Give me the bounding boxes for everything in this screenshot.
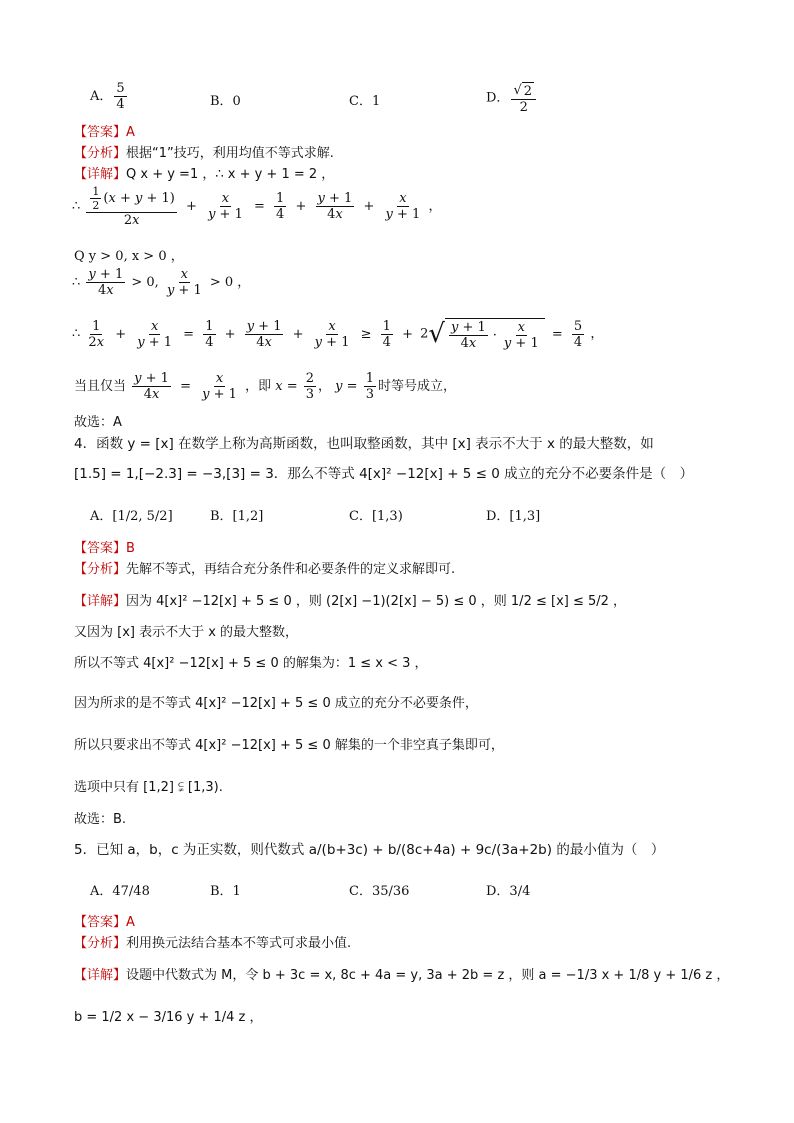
q4-detail-line-5: 所以只要求出不等式 4[x]² −12[x] + 5 ≤ 0 解集的一个非空真子集即可，: [74, 738, 504, 753]
sqrt-symbol: √ 2: [513, 82, 533, 99]
q4-choice: 故选：B.: [74, 812, 127, 827]
q5-stem: 5．已知 a，b，c 为正实数，则代数式 a/(b+3c) + b/(8c+4a) + 9c/(3a+2b) 的最小值为（ ）: [74, 842, 665, 858]
q5-analysis-line: 【分析】利用换元法结合基本不等式可求最小值.: [74, 936, 352, 951]
q3-option-b[interactable]: B．0: [210, 94, 241, 109]
q4-detail-line-3: 所以不等式 4[x]² −12[x] + 5 ≤ 0 的解集为：1 ≤ x < 3 ，: [74, 656, 428, 671]
q3-option-a[interactable]: A． $\frac{5}{4}$: [90, 81, 125, 112]
q4-option-b[interactable]: B．[1,2]: [210, 509, 264, 524]
fraction: √ 2 2: [511, 82, 536, 114]
q5-option-c[interactable]: C．35/36: [349, 884, 410, 899]
q3-formula-2: ∴ $\frac{y + 1}{4x}$ > 0, $\frac{x}{y + 1}$ > 0 ，: [72, 267, 251, 298]
q4-detail-line-6: 选项中只有 [1,2] ⫋ [1,3).: [74, 780, 223, 795]
q4-detail-line-2: 又因为 [x] 表示不大于 x 的最大整数，: [74, 625, 299, 640]
q5-detail-line-2: b = 1/2 x − 3/16 y + 1/4 z ，: [74, 1010, 263, 1025]
q3-formula-1: ∴ $\frac{1}{2}$ (x + y + 1) 2x + $\frac{x}{y + 1}$ = $\frac{1}{4}$ + $\frac{y + 1}{4x}$ + $\frac{x}{y + 1}$ ，: [72, 185, 442, 228]
q5-answer-line: 【答案】A: [74, 915, 135, 930]
fraction: $\frac{5}{4}$: [116, 81, 125, 112]
q4-option-d[interactable]: D．[1,3]: [486, 509, 541, 524]
q5-option-d[interactable]: D．3/4: [486, 884, 531, 899]
q3-detail-line: 【详解】Q x + y =1 ，∴ x + y + 1 = 2 ，: [74, 167, 335, 182]
q4-answer-line: 【答案】B: [74, 541, 135, 556]
q3-formula-3: ∴ $\frac{1}{2x}$ + $\frac{x}{y + 1}$ = $\frac{1}{4}$ + $\frac{y + 1}{4x}$ + $\frac{x}{y + 1}$ ≥ $\frac{1}{4}$ + 2 √ $\frac{y + 1}{4x}$ · $\frac{x}{y + 1}$ = $\frac{5}{4}$ ，: [72, 318, 604, 351]
q4-stem-line-2: [1.5] = 1,[−2.3] = −3,[3] = 3．那么不等式 4[x]² −12[x] + 5 ≤ 0 成立的充分不必要条件是（ ）: [74, 466, 694, 482]
q4-stem-line-1: 4．函数 y = [x] 在数学上称为高斯函数，也叫取整函数，其中 [x] 表示不大于 x 的最大整数，如: [74, 436, 654, 452]
q3-option-d[interactable]: D． √ 2 2: [486, 82, 538, 114]
q5-option-a[interactable]: A．47/48: [90, 884, 150, 899]
q4-analysis-line: 【分析】先解不等式，再结合充分条件和必要条件的定义求解即可.: [74, 562, 456, 577]
q5-detail-line: 【详解】设题中代数式为 M，令 b + 3c = x, 8c + 4a = y, 3a + 2b = z ，则 a = −1/3 x + 1/8 y + 1/6 z ，: [74, 968, 730, 983]
q4-detail-line: 【详解】因为 4[x]² −12[x] + 5 ≤ 0 ，则 (2[x] −1)(2[x] − 5) ≤ 0 ，则 1/2 ≤ [x] ≤ 5/2 ，: [74, 594, 627, 609]
q3-choice: 故选：A: [74, 415, 122, 430]
q3-condition: Q y > 0, x > 0 ，: [74, 249, 184, 264]
q3-analysis-line: 【分析】根据“1”技巧，利用均值不等式求解.: [74, 146, 334, 161]
q5-option-b[interactable]: B．1: [210, 884, 241, 899]
q3-answer-line: 【答案】A: [74, 125, 135, 140]
q4-option-a[interactable]: A．[1/2, 5/2]: [90, 509, 173, 524]
q4-detail-line-4: 因为所求的是不等式 4[x]² −12[x] + 5 ≤ 0 成立的充分不必要条件，: [74, 696, 478, 711]
q3-equality-line: 当且仅当 $\frac{y + 1}{4x}$ = $\frac{x}{y + 1}$ ，即 x = $\frac{2}{3}$ ， y = $\frac{1}{3}$ 时等号成立，: [74, 371, 456, 402]
q4-option-c[interactable]: C．[1,3): [349, 509, 403, 524]
q3-option-c[interactable]: C．1: [349, 94, 381, 109]
